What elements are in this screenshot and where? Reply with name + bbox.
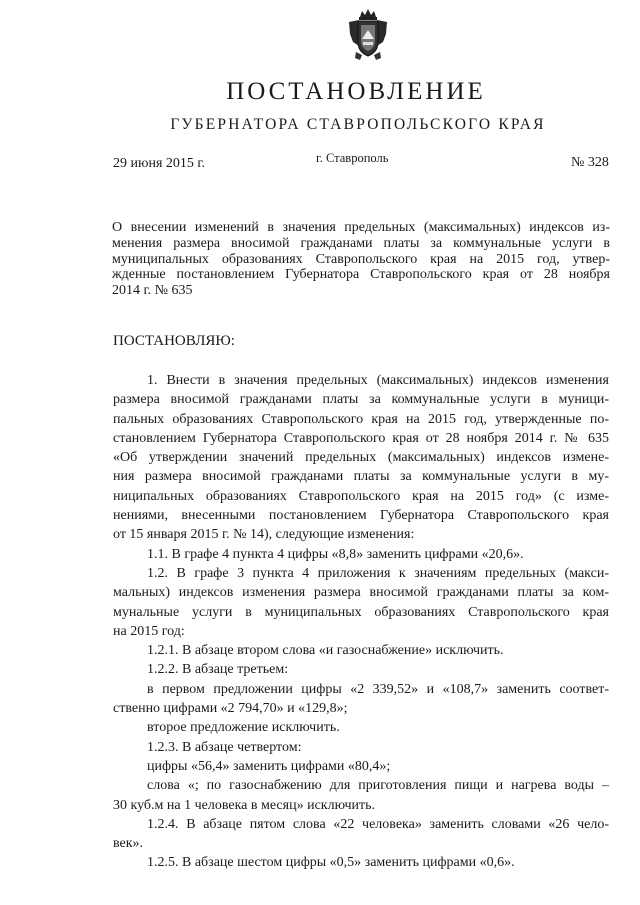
body-line: «Об утверждении значений предельных (максимальных) индексов измене- <box>113 450 609 466</box>
body-line: в первом предложении цифры «2 339,52» и «108,7» заменить соответ- <box>147 681 609 697</box>
body-line: ния размера вносимой гражданами платы за коммунальные услуги в му- <box>113 469 609 485</box>
document-city: г. Ставрополь <box>316 151 389 165</box>
decree-word: ПОСТАНОВЛЯЮ: <box>113 333 235 349</box>
body-line: на 2015 год: <box>113 623 185 639</box>
subject-line: муниципальных образованиях Ставропольского края на 2015 год, утвер- <box>112 251 610 267</box>
body-line: мунальные услуги в муниципальных образованиях Ставропольского края <box>113 604 609 620</box>
body-line: нениями, внесенными постановлением Губернатора Ставропольского края <box>113 508 609 524</box>
body-line: 30 куб.м на 1 человека в месяц» исключить. <box>113 797 376 813</box>
body-line: 1. Внести в значения предельных (максимальных) индексов изменения <box>147 373 609 388</box>
document-date: 29 июня 2015 г. <box>113 156 206 171</box>
body-line: 1.2.4. В абзаце пятом слова «22 человека» заменить словами «26 чело- <box>147 816 609 832</box>
coat-of-arms-emblem <box>347 8 389 62</box>
body-line: второе предложение исключить. <box>147 720 340 736</box>
document-body <box>113 371 609 873</box>
body-line: 1.1. В графе 4 пункта 4 цифры «8,8» заменить цифрами «20,6». <box>147 546 524 562</box>
body-line: 1.2.1. В абзаце втором слова «и газоснабжение» исключить. <box>147 643 504 659</box>
body-line: мальных) индексов изменения размера вносимой гражданами платы за ком- <box>113 585 609 601</box>
document-title: ПОСТАНОВЛЕНИЕ <box>226 78 486 105</box>
body-line: 1.2.5. В абзаце шестом цифры «0,5» заменить цифрами «0,6». <box>147 855 515 871</box>
subject-line: менения размера вносимой гражданами платы за коммунальные услуги в <box>112 235 610 251</box>
body-line: цифры «56,4» заменить цифрами «80,4»; <box>147 758 391 774</box>
body-line: 1.2.2. В абзаце третьем: <box>147 662 289 678</box>
body-line: ниципальных образованиях Ставропольского края на 2015 год» (с изме- <box>113 488 609 504</box>
document-number: № 328 <box>571 155 609 170</box>
body-line: пальных образованиях Ставропольского края на 2015 год, утвержденные по- <box>113 411 609 427</box>
subject-line: О внесении изменений в значения предельных (максимальных) индексов из- <box>112 220 610 235</box>
body-line: 1.2. В графе 3 пункта 4 приложения к значениям предельных (макси- <box>147 565 609 581</box>
body-line: от 15 января 2015 г. № 14), следующие изменения: <box>113 527 415 543</box>
subject-line: жденные постановлением Губернатора Ставропольского края от 28 ноября <box>112 267 610 283</box>
document-subject <box>112 220 610 299</box>
subject-line: 2014 г. № 635 <box>112 283 193 299</box>
body-line: век». <box>113 836 144 852</box>
body-line: 1.2.3. В абзаце четвертом: <box>147 739 302 755</box>
body-line: ственно цифрами «2 794,70» и «129,8»; <box>113 701 348 717</box>
body-line: становлением Губернатора Ставропольского края от 28 ноября 2014 г. № 635 <box>113 430 609 446</box>
body-line: размера вносимой гражданами платы за коммунальные услуги в муници- <box>113 392 609 408</box>
body-line: слова «; по газоснабжению для приготовления пищи и нагрева воды – <box>147 778 609 794</box>
document-issuer: ГУБЕРНАТОРА СТАВРОПОЛЬСКОГО КРАЯ <box>170 116 546 133</box>
